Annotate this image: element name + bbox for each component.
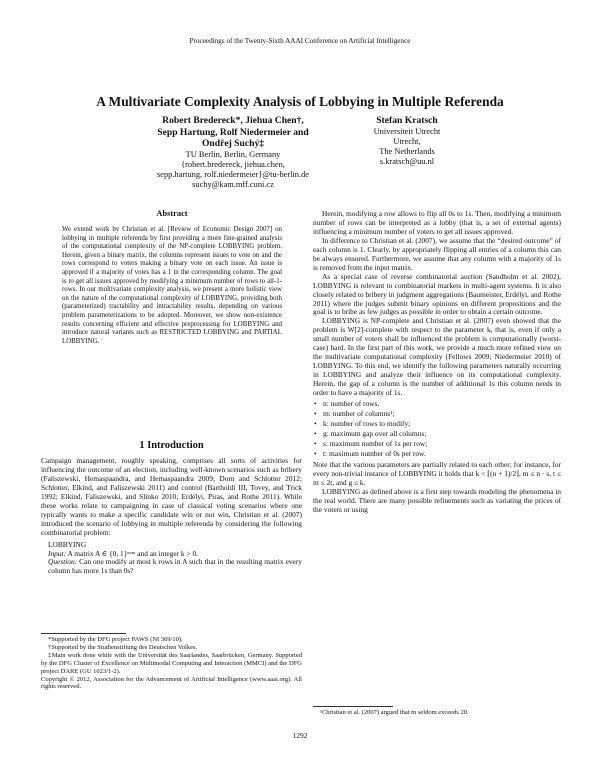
affiliation-line: Universiteit Utrecht [373,126,441,136]
abstract-text: We extend work by Christian et al. [Review of Economic Design 2007] on lobbying in multiple referenda by first providing a more fine-grained analysis of the computational complexity of the NP-complete LOBBYING problem. Herein, given a binary matrix, the columns represent issues to vote on and the rows correspond to voters making a binary vote on each issue. An issue is approved if a majority of votes has a 1 in the corresponding column. The goal is to get all issues approved by modifying a minimum number of rows to all-1-rows. In our multivariate complexity analysis, we present a more holistic view on the nature of the computational complexity of LOBBYING, providing both (parameterized) tractability and intractability results, depending on various problem parameterizations to be adopted. Moreover, we show non-existence results concerning efficient and effective preprocessing for LOBBYING and introduce natural variants such as RESTRICTED LOBBYING and PARTIAL LOBBYING. [62,226,282,345]
section-heading-introduction: 1 Introduction [139,440,204,451]
affiliation-line: Utrecht, [393,136,421,146]
footnote: *Supported by the DFG project PAWS (NI 369/10). [48,636,183,643]
problem-definition [41,541,302,577]
input-text: A matrix A ∈ {0, 1}ⁿˣᵐ and an integer k > 0. [67,548,199,558]
email-line: suchy@kam.mff.cuni.cz [192,179,274,189]
footnotes-left [41,636,302,691]
footnote-rule [313,706,393,707]
author-block-1 [118,115,348,190]
list-item: • k: number of rows to modify; [313,420,561,429]
list-item: • g: maximum gap over all columns; [313,430,561,439]
footnote: †Supported by the Studienstiftung des Deutschen Volkes. [48,643,198,651]
paragraph: LOBBYING is NP-complete and Christian et al. (2007) even showed that the problem is W[2]-complete with respect to the parameter k, that is, even if only a small number of voters shall be influenced the problem is computationally (worst-case) hard. In the first part of this work, we provide a much more refined view on the multivariate computational complexity (Fellows 2009; Niedermeier 2010) of LOBBYING. To this end, we identify the following parameters naturally occurring in LOBBYING and analyze their influence on its computational complexity. Herein, the gap of a column is the number of additional 1s this column needs in order to have a majority of 1s. [313,316,561,398]
question-label: Question: [48,557,78,567]
author-names-line-1: Robert Bredereck*, Jiehua Chen†, [162,115,304,126]
list-item: • n: number of rows, [313,400,561,409]
paragraph: As a special case of reverse combinatorial auction (Sandholm et al. 2002), LOBBYING is relevant to combinatorial markets in multi-agent systems. It is also closely related to bribery in judgment aggregations (Baumeister, Erdélyi, and Rothe 2011) where the judges submit binary opinions on different propositions and the goal is to bribe as few judges as possible in order to obtain a certain outcome. [313,271,561,317]
problem-name: LOBBYING [48,539,87,549]
input-label: Input: [48,548,67,558]
author-block-2 [352,115,462,167]
paragraph: LOBBYING as defined above is a first step towards modeling the phenomena in the real world. There are many possible refinements such as variating the prices of the voters or using [313,486,561,514]
left-column-body [41,457,302,576]
list-item: • m: number of columns¹; [313,410,561,419]
page-number: 1292 [292,731,308,740]
right-column-body [313,210,561,514]
paragraph: Note that the various parameters are partially related to each other; for instance, for every non-trivial instance of LOBBYING it holds that k < ⌈(n + 1)/2⌉, m ≤ n · s, t ≤ m ≤ 2t, and g ≤ k. [313,459,561,487]
affiliation: TU Berlin, Berlin, Germany [185,149,281,159]
list-item: • t: maximum number of 0s per row. [313,450,561,459]
affiliation-line: The Netherlands [379,146,435,156]
email-line: {robert.bredereck, jiehua.chen, [181,159,285,169]
running-head: Proceedings of the Twenty-Sixth AAAI Conference on Artificial Intelligence [189,37,411,45]
email-line: sepp.hartung, rolf.niedermeier}@tu-berlin.de [157,169,309,179]
author-name: Stefan Kratsch [376,115,438,126]
copyright-notice: Copyright © 2012, Association for the Advancement of Artificial Intelligence (www.aaai.org). All rights reserved. [41,675,302,691]
abstract-heading: Abstract [156,209,188,218]
question-text: Can one modify at most k rows in A such that in the resulting matrix every column has more 1s than 0s? [48,557,302,576]
email-line: s.kratsch@uu.nl [379,156,435,166]
author-names-line-3: Ondřej Suchý‡ [201,138,265,149]
footnote: ¹Christian et al. (2007) argued that m seldom exceeds 20. [320,709,469,716]
list-item: • s: maximum number of 1s per row; [313,440,561,449]
paper-title: A Multivariate Complexity Analysis of Lobbying in Multiple Referenda [96,94,504,109]
footnote-right [313,709,561,717]
paragraph: Campaign management, roughly speaking, comprises all sorts of activities for influencing the outcome of an election, including well-known scenarios such as bribery (Faliszewski, Hemaspaandra, and Hemaspaandra 2009; Dorn and Schlotter 2012; Schlotter, Elkind, and Faliszewski 2011) and control (Bartholdi III, Tovey, and Trick 1992; Elkind, Faliszewski, and Slinko 2010; Erdélyi, Piras, and Rothe 2011). While these works relate to campaigning in case of classical voting scenarios where one typically wants to make a specific candidate win or not win, Christian et al. (2007) introduced the scenario of lobbying in multiple referenda by considering the following combinatorial problem: [41,456,302,537]
footnote-rule [41,633,126,634]
author-names-line-2: Sepp Hartung, Rolf Niedermeier and [157,126,309,138]
footnote: ‡Main work done while with the Universität des Saarlandes, Saarbrücken, Germany. Supported by the DFG Cluster of Excellence on Multimodal Computing and Interaction (MMCI) and the DFG project DARE (GU 1023/1-2). [41,651,302,675]
parameter-list [313,400,561,459]
paragraph: In difference to Christian et al. (2007), we assume that the “desired outcome” of each column is 1. Clearly, by appropriately flipping all entries of a column this can be always ensured. Furthermore, we assume that any column with a majority of 1s is removed from the input matrix. [313,235,561,272]
paragraph: Herein, modifying a row allows to flip all 0s to 1s. Then, modifying a minimum number of rows can be interpreted as a lobby (that is, a set of external agents) influencing a minimum number of voters to get all issues approved. [313,209,561,236]
